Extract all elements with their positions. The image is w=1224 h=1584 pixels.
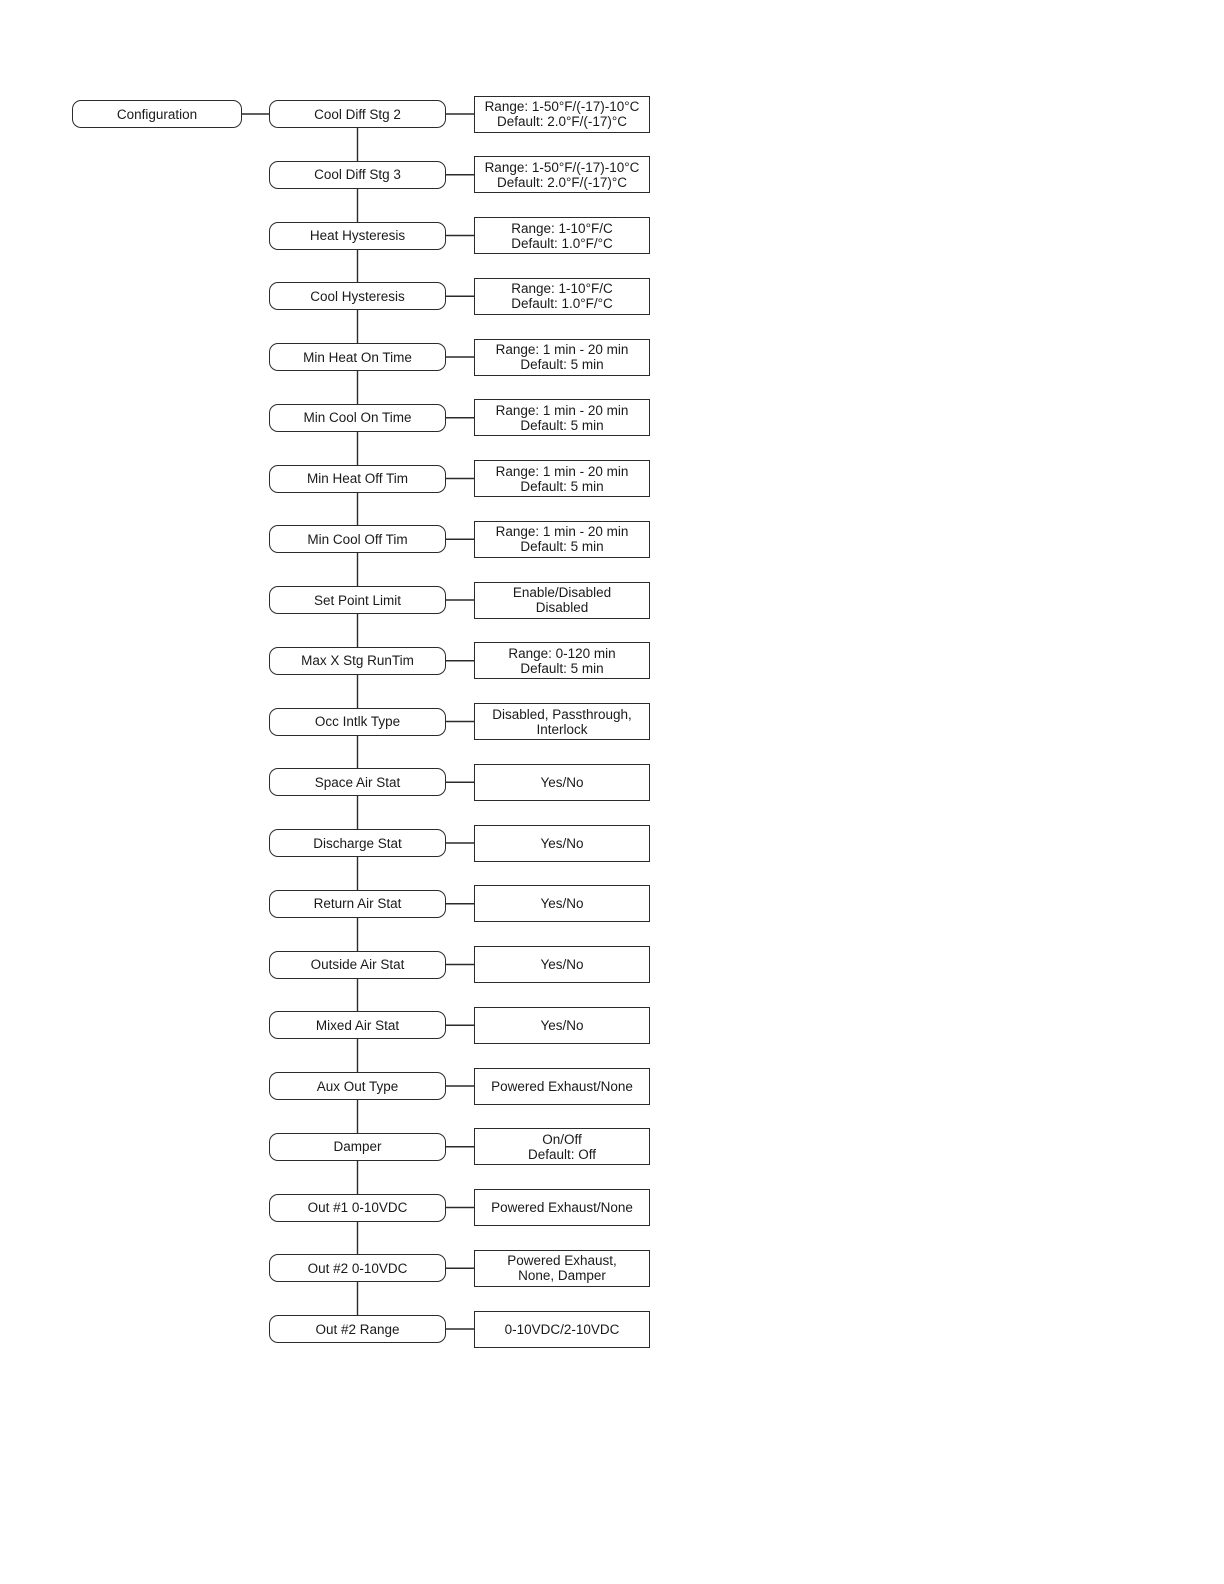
setting-value-line: Default: 5 min — [520, 660, 604, 676]
setting-node — [269, 465, 446, 493]
setting-value-line: Range: 1 min - 20 min — [495, 402, 629, 418]
setting-label: Out #2 Range — [315, 1321, 400, 1337]
setting-value-line: Powered Exhaust/None — [491, 1078, 633, 1094]
setting-value-line: Disabled, Passthrough, — [492, 706, 632, 722]
setting-value-box — [474, 1068, 650, 1105]
setting-value-box — [474, 1250, 650, 1287]
setting-node — [269, 100, 446, 128]
setting-label: Cool Diff Stg 2 — [314, 106, 401, 122]
setting-value-box — [474, 582, 650, 619]
setting-node — [269, 647, 446, 675]
setting-value-line: Default: 5 min — [520, 539, 604, 555]
setting-value-box — [474, 521, 650, 558]
setting-value-line: Default: 1.0°F/°C — [511, 235, 613, 251]
setting-value-box — [474, 1128, 650, 1165]
setting-label: Heat Hysteresis — [309, 228, 406, 243]
setting-value-line: On/Off — [542, 1131, 582, 1147]
setting-label: Outside Air Stat — [310, 957, 405, 972]
setting-node — [269, 1315, 446, 1343]
setting-value-line: Yes/No — [540, 835, 584, 851]
setting-label: Min Heat Off Tim — [306, 471, 409, 486]
setting-node — [269, 951, 446, 979]
setting-value-box — [474, 885, 650, 922]
setting-node — [269, 222, 446, 250]
setting-label: Max X Stg RunTim — [301, 653, 414, 669]
setting-node — [269, 890, 446, 918]
setting-node — [269, 586, 446, 614]
setting-node — [269, 768, 446, 796]
setting-value-box — [474, 278, 650, 315]
setting-node — [269, 343, 446, 371]
setting-value-box — [474, 156, 650, 193]
setting-label: Min Cool On Time — [303, 410, 412, 426]
setting-label: Min Heat On Time — [303, 349, 412, 365]
setting-node — [269, 1072, 446, 1100]
setting-label: Set Point Limit — [313, 592, 402, 608]
setting-value-line: Range: 1-50°F/(-17)-10°C — [484, 99, 640, 114]
setting-label: Damper — [333, 1139, 382, 1155]
setting-value-line: Disabled — [535, 600, 589, 615]
setting-node — [269, 1011, 446, 1039]
setting-value-box — [474, 339, 650, 376]
setting-label: Out #2 0-10VDC — [307, 1260, 408, 1276]
configuration-label: Configuration — [116, 106, 198, 122]
setting-value-line: Range: 1 min - 20 min — [495, 463, 629, 479]
setting-value-line: None, Damper — [518, 1268, 606, 1284]
setting-value-box — [474, 460, 650, 497]
setting-node — [269, 1254, 446, 1282]
setting-node — [269, 829, 446, 857]
setting-label: Min Cool Off Tim — [307, 531, 408, 547]
setting-value-line: Default: 5 min — [520, 357, 604, 372]
setting-value-box — [474, 399, 650, 436]
setting-label: Aux Out Type — [316, 1078, 399, 1094]
setting-value-line: Yes/No — [540, 896, 584, 912]
setting-value-line: Range: 1-10°F/C — [511, 220, 613, 236]
setting-value-line: Interlock — [536, 721, 588, 737]
setting-label: Discharge Stat — [313, 835, 402, 851]
setting-label: Cool Hysteresis — [310, 288, 405, 304]
setting-value-box — [474, 946, 650, 983]
setting-value-box — [474, 703, 650, 740]
setting-value-line: Default: 2.0°F/(-17)°C — [496, 114, 628, 129]
setting-value-box — [474, 1189, 650, 1226]
setting-value-box — [474, 217, 650, 254]
setting-value-line: Yes/No — [540, 957, 584, 972]
setting-node — [269, 525, 446, 553]
setting-label: Mixed Air Stat — [315, 1017, 400, 1033]
setting-node — [269, 161, 446, 189]
setting-value-line: Range: 1 min - 20 min — [495, 524, 629, 540]
setting-value-box — [474, 1007, 650, 1044]
setting-value-line: Range: 1 min - 20 min — [495, 342, 629, 357]
configuration-node — [72, 100, 242, 128]
setting-value-line: Default: 2.0°F/(-17)°C — [496, 174, 628, 190]
setting-value-line: Default: 1.0°F/°C — [511, 296, 613, 312]
setting-value-line: Yes/No — [540, 1017, 584, 1033]
setting-label: Cool Diff Stg 3 — [314, 167, 401, 183]
setting-node — [269, 1133, 446, 1161]
setting-value-box — [474, 96, 650, 133]
setting-value-box — [474, 642, 650, 679]
setting-value-line: Powered Exhaust/None — [491, 1200, 633, 1215]
setting-value-line: Powered Exhaust, — [507, 1253, 617, 1269]
setting-label: Out #1 0-10VDC — [307, 1200, 408, 1215]
setting-value-line: Range: 1-10°F/C — [511, 281, 613, 297]
setting-label: Space Air Stat — [314, 774, 401, 790]
setting-node — [269, 404, 446, 432]
setting-label: Occ Intlk Type — [314, 714, 401, 729]
setting-value-line: Enable/Disabled — [512, 585, 612, 600]
setting-value-line: Default: 5 min — [520, 417, 604, 433]
setting-label: Return Air Stat — [313, 896, 402, 912]
setting-value-box — [474, 764, 650, 801]
setting-value-line: Range: 0-120 min — [508, 645, 616, 661]
setting-value-line: Range: 1-50°F/(-17)-10°C — [484, 159, 640, 175]
setting-value-box — [474, 825, 650, 862]
setting-value-line: Default: Off — [527, 1146, 597, 1162]
setting-value-line: 0-10VDC/2-10VDC — [504, 1321, 620, 1337]
setting-node — [269, 282, 446, 310]
setting-node — [269, 708, 446, 736]
setting-value-line: Yes/No — [540, 774, 584, 790]
setting-value-line: Default: 5 min — [520, 478, 604, 494]
setting-node — [269, 1194, 446, 1222]
setting-value-box — [474, 1311, 650, 1348]
